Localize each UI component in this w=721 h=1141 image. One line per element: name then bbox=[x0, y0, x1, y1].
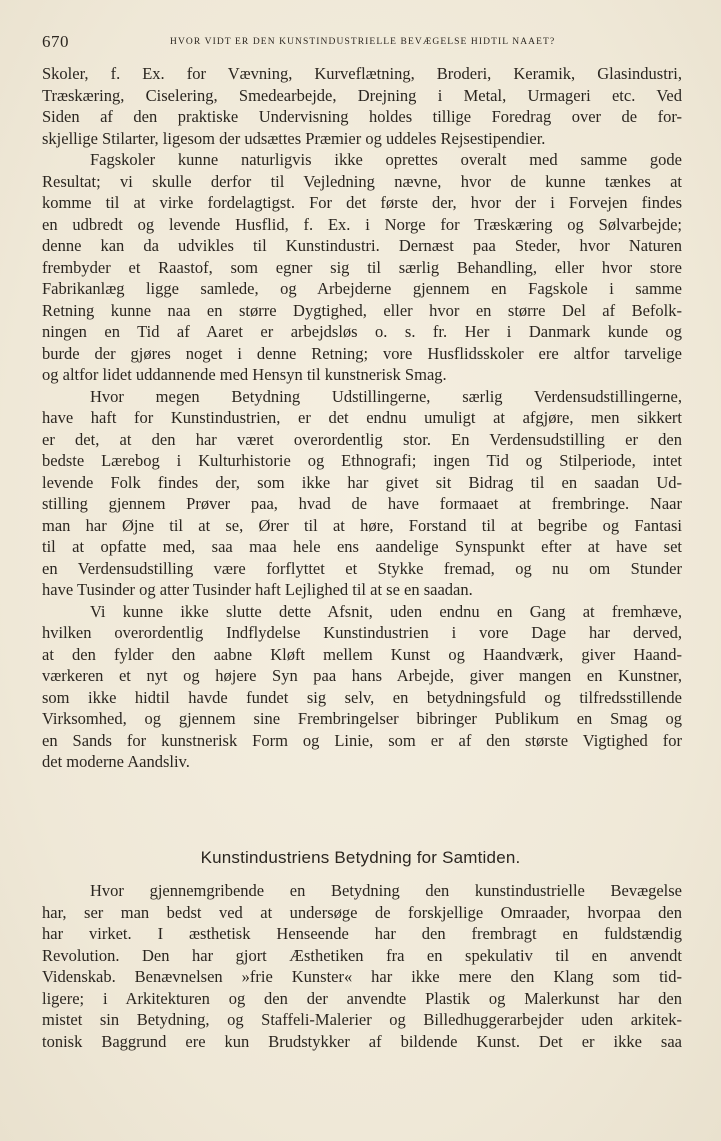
text-line: burde der gjøres noget i denne Retning; vore Husflidsskoler ere altfor tarvelige bbox=[42, 343, 682, 363]
paragraph-start-line: Vi kunne ikke slutte dette Afsnit, uden endnu en Gang at fremhæve, bbox=[90, 601, 682, 621]
body-text-section-1 bbox=[42, 63, 682, 773]
text-line: bedste Lærebog i Kulturhistorie og Ethnografi; ingen Tid og Stilperiode, intet bbox=[42, 451, 682, 470]
text-line: har virket. I æsthetisk Henseende har den frembragt en fuldstændig bbox=[42, 924, 682, 943]
text-line: en Sands for kunstnerisk Form og Linie, som er af den største Vigtighed for bbox=[42, 730, 682, 750]
paragraph-start-line: Hvor gjennemgribende en Betydning den kunstindustrielle Bevægelse bbox=[90, 881, 682, 900]
running-head bbox=[42, 32, 682, 52]
text-line: Retning kunne naa en større Dygtighed, eller hvor en større Del af Befolk- bbox=[42, 300, 682, 320]
text-line: Virksomhed, og gjennem sine Frembringelser bibringer Publikum en Smag og bbox=[42, 709, 682, 728]
text-line: en Verdensudstilling være forflyttet et Stykke fremad, og nu om Stunder bbox=[42, 558, 682, 578]
text-line: til at opfatte med, saa maa hele ens aandelige Synspunkt efter at have set bbox=[42, 537, 682, 556]
text-line: mistet sin Betydning, og Staffeli-Malerier og Billedhuggerarbejder uden arkitek- bbox=[42, 1010, 682, 1029]
text-line: at den fylder den aabne Kløft mellem Kunst og Haandværk, giver Haand- bbox=[42, 644, 682, 664]
text-line: Træskæring, Ciselering, Smedearbejde, Drejning i Metal, Urmageri etc. Ved bbox=[42, 85, 682, 105]
text-line: tonisk Baggrund ere kun Brudstykker af bildende Kunst. Det er ikke saa bbox=[42, 1031, 682, 1051]
running-title: HVOR VIDT ER DEN KUNSTINDUSTRIELLE BEVÆGELSE HIDTIL NAAET? bbox=[170, 37, 556, 47]
text-line: en udbredt og levende Husflid, f. Ex. i Norge for Træskæring og Sølvarbejde; bbox=[42, 214, 682, 234]
text-line: levende Folk findes der, som ikke har givet sit Bidrag til en saadan Ud- bbox=[42, 472, 682, 492]
text-line: det moderne Aandsliv. bbox=[42, 752, 190, 771]
text-line: hvilken overordentlig Indflydelse Kunstindustrien i vore Dage har derved, bbox=[42, 623, 682, 642]
text-line: ningen en Tid af Aaret er arbejdsløs o. s. fr. Her i Danmark kunde og bbox=[42, 322, 682, 341]
text-line: som ikke hidtil havde fundet sig selv, en betydningsfuld og tilfredsstillende bbox=[42, 687, 682, 707]
text-line: værkeren et nyt og højere Syn paa hans Arbejde, giver mangen en Kunstner, bbox=[42, 666, 682, 685]
text-line: Skoler, f. Ex. for Vævning, Kurveflætning, Broderi, Keramik, Glasindustri, bbox=[42, 64, 682, 83]
text-line: Revolution. Den har gjort Æsthetiken fra en spekulativ til en anvendt bbox=[42, 945, 682, 965]
text-line: og altfor lidet uddannende med Hensyn til kunstnerisk Smag. bbox=[42, 365, 447, 384]
text-line: have Tusinder og atter Tusinder haft Lejlighed til at se en saadan. bbox=[42, 580, 473, 599]
text-line: denne kan da udvikles til Kunstindustri. Dernæst paa Steder, hvor Naturen bbox=[42, 236, 682, 255]
paragraph-start-line: Hvor megen Betydning Udstillingerne, særlig Verdensudstillingerne, bbox=[90, 386, 682, 406]
text-line: man har Øjne til at se, Ører til at høre, Forstand til at begribe og Fantasi bbox=[42, 515, 682, 535]
section-heading: Kunstindustriens Betydning for Samtiden. bbox=[200, 848, 521, 867]
text-line: Fabrikanlæg ligge samlede, og Arbejderne gjennem en Fagskole i samme bbox=[42, 279, 682, 298]
text-line: Videnskab. Benævnelsen »frie Kunster« har ikke mere den Klang som tid- bbox=[42, 967, 682, 986]
text-line: have haft for Kunstindustrien, er det endnu umuligt at afgjøre, men sikkert bbox=[42, 408, 682, 427]
body-text-section-2 bbox=[42, 880, 682, 1052]
text-line: stilling gjennem Prøver paa, hvad de have formaaet at frembringe. Naar bbox=[42, 494, 682, 513]
text-line: frembyder et Raastof, som egner sig til særlig Behandling, eller hvor store bbox=[42, 257, 682, 277]
text-line: komme til at virke fordelagtigst. For det første der, hvor der i Forvejen findes bbox=[42, 193, 682, 212]
text-line: skjellige Stilarter, ligesom der udsættes Præmier og uddeles Rejsestipendier. bbox=[42, 128, 546, 148]
paragraph-start-line: Fagskoler kunne naturligvis ikke oprettes overalt med samme gode bbox=[90, 150, 682, 169]
text-line: har, ser man bedst ved at undersøge de forskjellige Omraader, hvorpaa den bbox=[42, 902, 682, 922]
text-line: er det, at den har været overordentlig stor. En Verdensudstilling er den bbox=[42, 429, 682, 449]
text-line: Siden af den praktiske Undervisning holdes tillige Foredrag over de for- bbox=[42, 107, 682, 126]
page-number: 670 bbox=[42, 32, 69, 51]
text-line: ligere; i Arkitekturen og den der anvendte Plastik og Malerkunst har den bbox=[42, 988, 682, 1008]
text-line: Resultat; vi skulle derfor til Vejledning nævne, hvor de kunne tænkes at bbox=[42, 171, 682, 191]
